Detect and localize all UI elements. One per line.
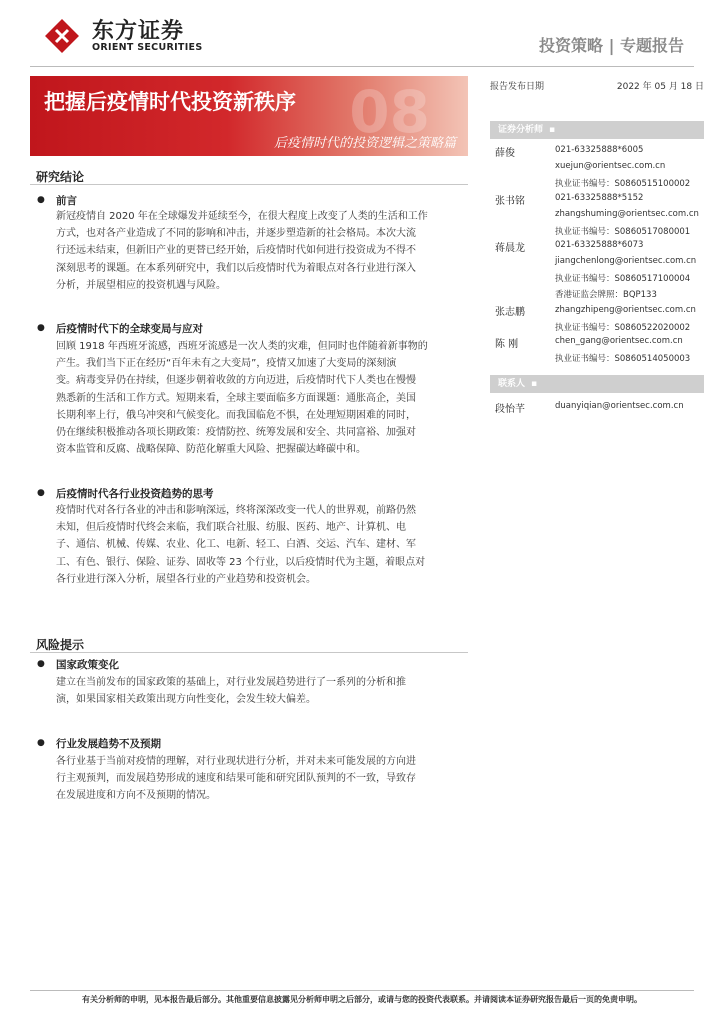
- report-subtitle: 后疫情时代的投资逻辑之策略篇: [273, 136, 456, 151]
- analyst-phone: 021-63325888*6005: [555, 145, 644, 155]
- para-line: 资本监管和反腐、战略保障、防范化解重大风险、把握碳达峰碳中和。: [56, 444, 366, 456]
- item-heading-global-change: 后疫情时代下的全球变局与应对: [56, 323, 203, 335]
- analyst-name: 张书铭: [495, 196, 525, 207]
- analyst-email[interactable]: xuejun@orientsec.com.cn: [555, 161, 666, 171]
- para-line: 新冠疫情自 2020 年在全球爆发并延续至今，在很大程度上改变了人类的生活和工作: [56, 211, 428, 222]
- conclusion-section-divider: [30, 184, 468, 185]
- contacts-bar: [490, 375, 704, 393]
- paragraph-trend-shortfall: [56, 753, 460, 805]
- para-line: 演，如果国家相关政策出现方向性变化，会发生较大偏差。: [56, 694, 316, 706]
- paragraph-preface: [56, 208, 460, 294]
- para-line: 建立在当前发布的国家政策的基础上，对行业发展趋势进行了一系列的分析和推: [56, 677, 406, 688]
- analyst-name: 薛俊: [495, 148, 515, 159]
- para-line: 深刻思考的课题。在本系列研究中，我们以后疫情时代为着眼点对各行业进行深入: [56, 262, 416, 274]
- report-title: 把握后疫情时代投资新秩序: [44, 90, 296, 114]
- title-banner: [30, 76, 468, 156]
- bullet-icon: ●: [37, 659, 45, 669]
- para-line: 变。病毒变异仍在持续，但逐步朝着收敛的方向迈进，后疫情时代下人类也在慢慢: [56, 375, 416, 387]
- risk-section-title: 风险提示: [36, 638, 85, 652]
- bar-dots-icon: ▪: [531, 379, 538, 389]
- item-heading-industry-trends: 后疫情时代各行业投资趋势的思考: [56, 488, 214, 500]
- para-line: 行主观预判，而发展趋势形成的速度和结果可能和研究团队预判的不一致，导致存: [56, 773, 416, 785]
- disclaimer-footer: 有关分析师的申明，见本报告最后部分。其他重要信息披露见分析师申明之后部分，或请与您的投资代表联系。并请阅读本证券研究报告最后一页的免责申明。: [82, 995, 642, 1004]
- analyst-license: 执业证书编号：S0860515100002: [555, 179, 691, 189]
- bullet-icon: ●: [37, 488, 45, 498]
- orient-securities-logo-icon: [42, 16, 82, 56]
- para-line: 各行业进行深入分析，展望各行业的产业趋势和投资机会。: [56, 573, 316, 585]
- analyst-hk-license: 香港证监会牌照：BQP133: [555, 290, 657, 300]
- report-category: 投资策略 | 专题报告: [539, 36, 684, 55]
- conclusion-section-title: 研究结论: [36, 170, 85, 184]
- para-line: 各行业基于当前对疫情的理解，对行业现状进行分析，并对未来可能发展的方向进: [56, 756, 416, 767]
- para-line: 回顾 1918 年西班牙流感，西班牙流感是一次人类的灾难，但同时也伴随着新事物的: [56, 341, 428, 352]
- para-line: 方式，也对各产业造成了不同的影响和冲击，并逐步塑造新的社会格局。本次大流: [56, 228, 416, 240]
- logo-english-name: ORIENT SECURITIES: [92, 42, 203, 53]
- analyst-email[interactable]: jiangchenlong@orientsec.com.cn: [555, 256, 697, 266]
- para-line: 产生。我们当下正在经历“百年未有之大变局”，疫情又加速了大变局的深刻演: [56, 358, 397, 370]
- paragraph-policy-change: [56, 674, 460, 708]
- para-line: 行还远未结束，但新旧产业的更替已经开始，后疫情时代如何进行投资成为不得不: [56, 245, 416, 257]
- para-line: 子、通信、机械、传媒、农业、化工、电新、轻工、白酒、交运、汽车、建材、军: [56, 539, 416, 551]
- report-date-label: 报告发布日期: [490, 82, 545, 92]
- para-line: 在发展进度和方向不及预期的情况。: [56, 790, 216, 802]
- contacts-bar-label: 联系人: [498, 379, 526, 389]
- analysts-bar: [490, 121, 704, 139]
- report-date-value: 2022 年 05 月 18 日: [616, 82, 704, 92]
- bar-dots-icon: ▪: [549, 125, 556, 135]
- analyst-name: 陈 刚: [495, 339, 519, 350]
- analyst-phone: 021-63325888*6073: [555, 240, 644, 250]
- bullet-icon: ●: [37, 195, 45, 205]
- para-line: 熟悉新的生活和工作方式。短期来看，全球主要面临多方面课题：通胀高企，美国: [56, 392, 416, 404]
- analyst-email[interactable]: zhangzhipeng@orientsec.com.cn: [555, 305, 696, 315]
- footer-divider: [30, 990, 694, 991]
- para-line: 疫情时代对各行各业的冲击和影响深远，终将深深改变一代人的世界观，前路仍然: [56, 505, 416, 516]
- para-line: 工、有色、银行、保险、证券、固收等 23 个行业，以后疫情时代为主题，着眼点对: [56, 556, 426, 568]
- contact-name: 段怡芊: [495, 404, 525, 415]
- analyst-email[interactable]: zhangshuming@orientsec.com.cn: [555, 209, 699, 219]
- item-heading-trend-shortfall: 行业发展趋势不及预期: [56, 738, 161, 750]
- banner-decoration: 08: [349, 78, 430, 146]
- analyst-name: 蒋晨龙: [495, 243, 525, 254]
- para-line: 仍在继续积极推动各项长期政策：疫情防控、统筹发展和安全、共同富裕、加强对: [56, 427, 416, 439]
- analyst-phone: 021-63325888*5152: [555, 193, 644, 203]
- header-divider: [30, 66, 694, 67]
- contact-email[interactable]: duanyiqian@orientsec.com.cn: [555, 401, 684, 411]
- para-line: 分析，并展望相应的投资机遇与风险。: [56, 279, 226, 291]
- analyst-email[interactable]: chen_gang@orientsec.com.cn: [555, 336, 683, 346]
- analyst-name: 张志鹏: [495, 307, 525, 318]
- analyst-license: 执业证书编号：S0860517080001: [555, 227, 691, 237]
- item-heading-policy-change: 国家政策变化: [56, 659, 119, 671]
- para-line: 长期利率上行，俄乌冲突和气候变化。而我国临危不惧，在处理短期困难的同时，: [56, 409, 416, 421]
- paragraph-industry-trends: [56, 502, 460, 588]
- analyst-license: 执业证书编号：S0860522020002: [555, 323, 691, 333]
- analyst-license: 执业证书编号：S0860514050003: [555, 354, 691, 364]
- analyst-license: 执业证书编号：S0860517100004: [555, 274, 691, 284]
- paragraph-global-change: [56, 338, 460, 458]
- item-heading-preface: 前言: [56, 195, 77, 207]
- analysts-bar-label: 证券分析师: [498, 125, 544, 135]
- bullet-icon: ●: [37, 323, 45, 333]
- para-line: 未知，但后疫情时代终会来临，我们联合社服、纺服、医药、地产、计算机、电: [56, 522, 406, 534]
- logo-chinese-name: 东方证券: [92, 19, 185, 44]
- bullet-icon: ●: [37, 738, 45, 748]
- risk-section-divider: [30, 652, 468, 653]
